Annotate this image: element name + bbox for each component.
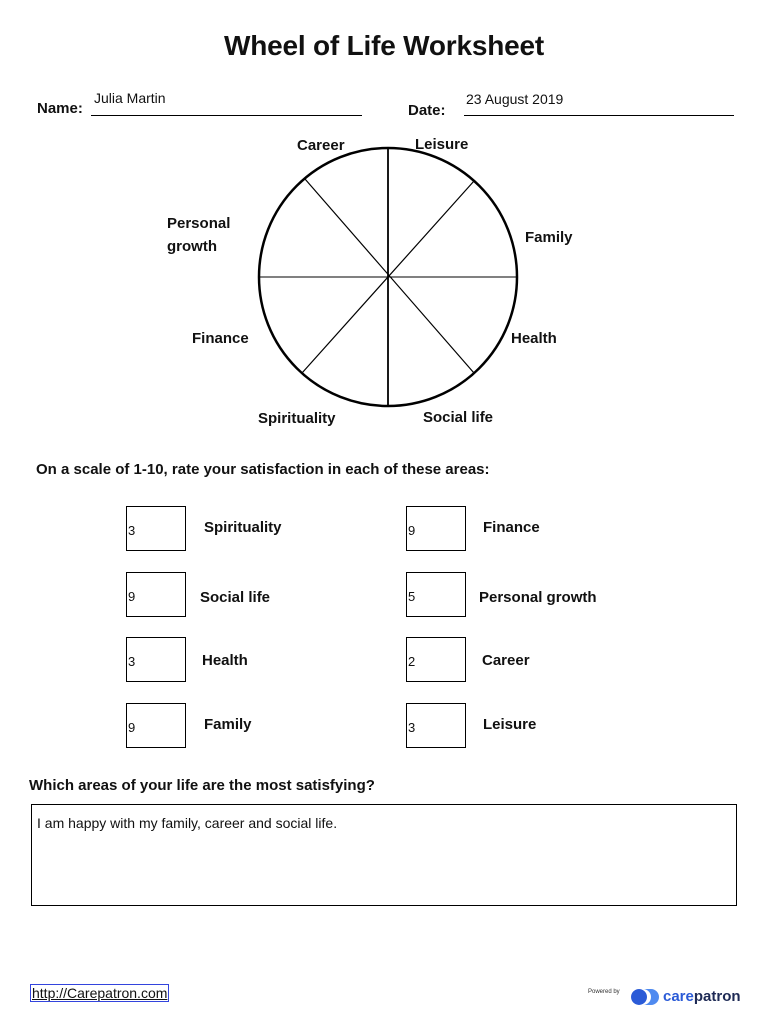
wheel-spoke-diagonal-2 — [305, 179, 474, 373]
wheel-label-leisure: Leisure — [415, 136, 469, 153]
carepatron-logo-text — [663, 988, 741, 1005]
rating-box-career[interactable]: 2 — [406, 637, 466, 682]
rating-box-health[interactable]: 3 — [126, 637, 186, 682]
brand-care: care — [663, 988, 694, 1005]
rating-label-leisure: Leisure — [483, 716, 537, 733]
rating-label-social-life: Social life — [200, 589, 271, 606]
wheel-label-health: Health — [511, 330, 557, 347]
name-value[interactable]: Julia Martin — [94, 90, 166, 106]
wheel-label-spirituality: Spirituality — [258, 410, 336, 427]
brand-patron: patron — [693, 988, 741, 1005]
rating-box-leisure[interactable]: 3 — [406, 703, 466, 748]
rating-label-career: Career — [482, 652, 530, 669]
date-value[interactable]: 23 August 2019 — [466, 91, 564, 107]
powered-by-text: Powered by — [588, 989, 620, 995]
satisfying-answer-box[interactable]: I am happy with my family, career and social life. — [31, 804, 737, 906]
name-label: Name: — [37, 100, 83, 117]
rating-box-social-life[interactable]: 9 — [126, 572, 186, 617]
rating-label-health: Health — [202, 652, 248, 669]
satisfying-question: Which areas of your life are the most satisfying? — [29, 777, 375, 794]
rating-label-finance: Finance — [483, 519, 540, 536]
rating-box-spirituality[interactable]: 3 — [126, 506, 186, 551]
rating-box-finance[interactable]: 9 — [406, 506, 466, 551]
rating-label-family: Family — [204, 716, 252, 733]
wheel-label-finance: Finance — [192, 330, 249, 347]
date-label: Date: — [408, 102, 446, 119]
rating-prompt: On a scale of 1-10, rate your satisfaction in each of these areas: — [36, 461, 490, 478]
wheel-label-personal-growth-line2: growth — [167, 238, 217, 255]
wheel-label-career: Career — [297, 137, 345, 154]
wheel-of-life-diagram — [0, 0, 768, 460]
carepatron-link[interactable]: http://Carepatron.com — [32, 985, 168, 1001]
wheel-label-social-life: Social life — [423, 409, 494, 426]
rating-box-family[interactable]: 9 — [126, 703, 186, 748]
wheel-label-personal-growth-line1: Personal — [167, 215, 231, 232]
rating-box-personal-growth[interactable]: 5 — [406, 572, 466, 617]
rating-label-personal-growth: Personal growth — [479, 589, 597, 606]
carepatron-logo-icon — [629, 987, 661, 1007]
rating-label-spirituality: Spirituality — [204, 519, 282, 536]
worksheet-title: Wheel of Life Worksheet — [223, 30, 545, 61]
wheel-label-family: Family — [525, 229, 573, 246]
